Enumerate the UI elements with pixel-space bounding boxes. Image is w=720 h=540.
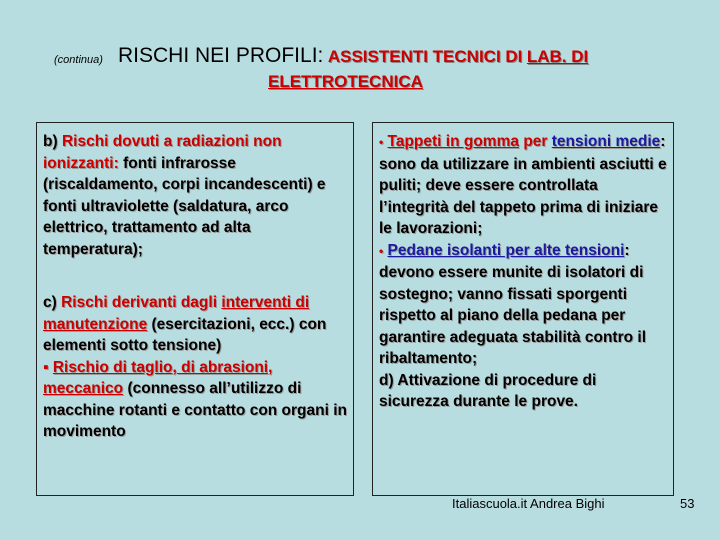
footer-credit: Italiascuola.it Andrea Bighi — [452, 496, 605, 511]
attivazione-text: Attivazione di procedure di sicurezza durante le prove. — [379, 371, 597, 410]
title-red-underlined: LAB. DI — [526, 47, 589, 66]
b-text: fonti infrarosse (riscaldamento, corpi incandescenti) e fonti ultraviolette (saldatura, arco elettrico, trattamento ad alta temperatura); — [43, 154, 326, 258]
right-text-box — [372, 122, 674, 496]
bullet-square-icon: ▪ — [43, 358, 49, 376]
continua-label: (continua) — [54, 54, 103, 66]
page-number: 53 — [680, 496, 695, 511]
c-prefix: c) — [43, 294, 57, 311]
tappeti-text: : sono da utilizzare in ambienti asciutti e puliti; deve essere controllata l’integrità del tappeto prima di iniziare le lavorazioni; — [379, 133, 667, 237]
title-main: RISCHI NEI PROFILI: — [118, 44, 324, 67]
paragraph-d — [43, 357, 347, 443]
b-red-heading: Rischi dovuti a radiazioni non ionizzanti: — [43, 133, 282, 172]
paragraph-b — [43, 131, 347, 260]
title-red-2: ELETTROTECNICA — [268, 72, 423, 91]
tappeti-heading: Tappeti in gomma — [387, 133, 519, 150]
pedane-heading: Pedane isolanti per alte tensioni — [387, 241, 625, 259]
title-line-2 — [268, 72, 423, 92]
d-red-underlined: Rischio di taglio, di abrasioni, meccanico — [43, 358, 273, 397]
title-line-1 — [118, 44, 588, 68]
c-red-heading: Rischi derivanti dagli — [61, 294, 218, 311]
c-red-underlined: interventi di manutenzione — [43, 294, 310, 333]
tensioni-medie: tensioni medie — [551, 133, 661, 150]
pedane-text: : devono essere munite di isolatori di sostegno; vanno fissati sporgenti rispetto al piano della pedana per garantire adeguata stabilità contro il ribaltamento; — [379, 241, 647, 367]
b-prefix: b) — [43, 133, 58, 150]
d-text: (connesso all’utilizzo di macchine rotanti e contatto con organi in movimento — [43, 380, 348, 440]
title-red-1: ASSISTENTI TECNICI DI — [327, 47, 523, 66]
paragraph-c — [43, 292, 347, 357]
paragraph-tappeti — [379, 131, 667, 240]
paragraph-attivazione — [379, 370, 667, 413]
c-text: (esercitazioni, ecc.) con elementi sotto tensione) — [43, 315, 327, 354]
left-text-box — [36, 122, 354, 496]
tappeti-per: per — [523, 133, 548, 150]
bullet-dot-icon: • — [379, 243, 384, 258]
paragraph-pedane — [379, 240, 667, 370]
bullet-dot-icon: • — [379, 135, 384, 149]
d-prefix: d) — [379, 371, 394, 389]
